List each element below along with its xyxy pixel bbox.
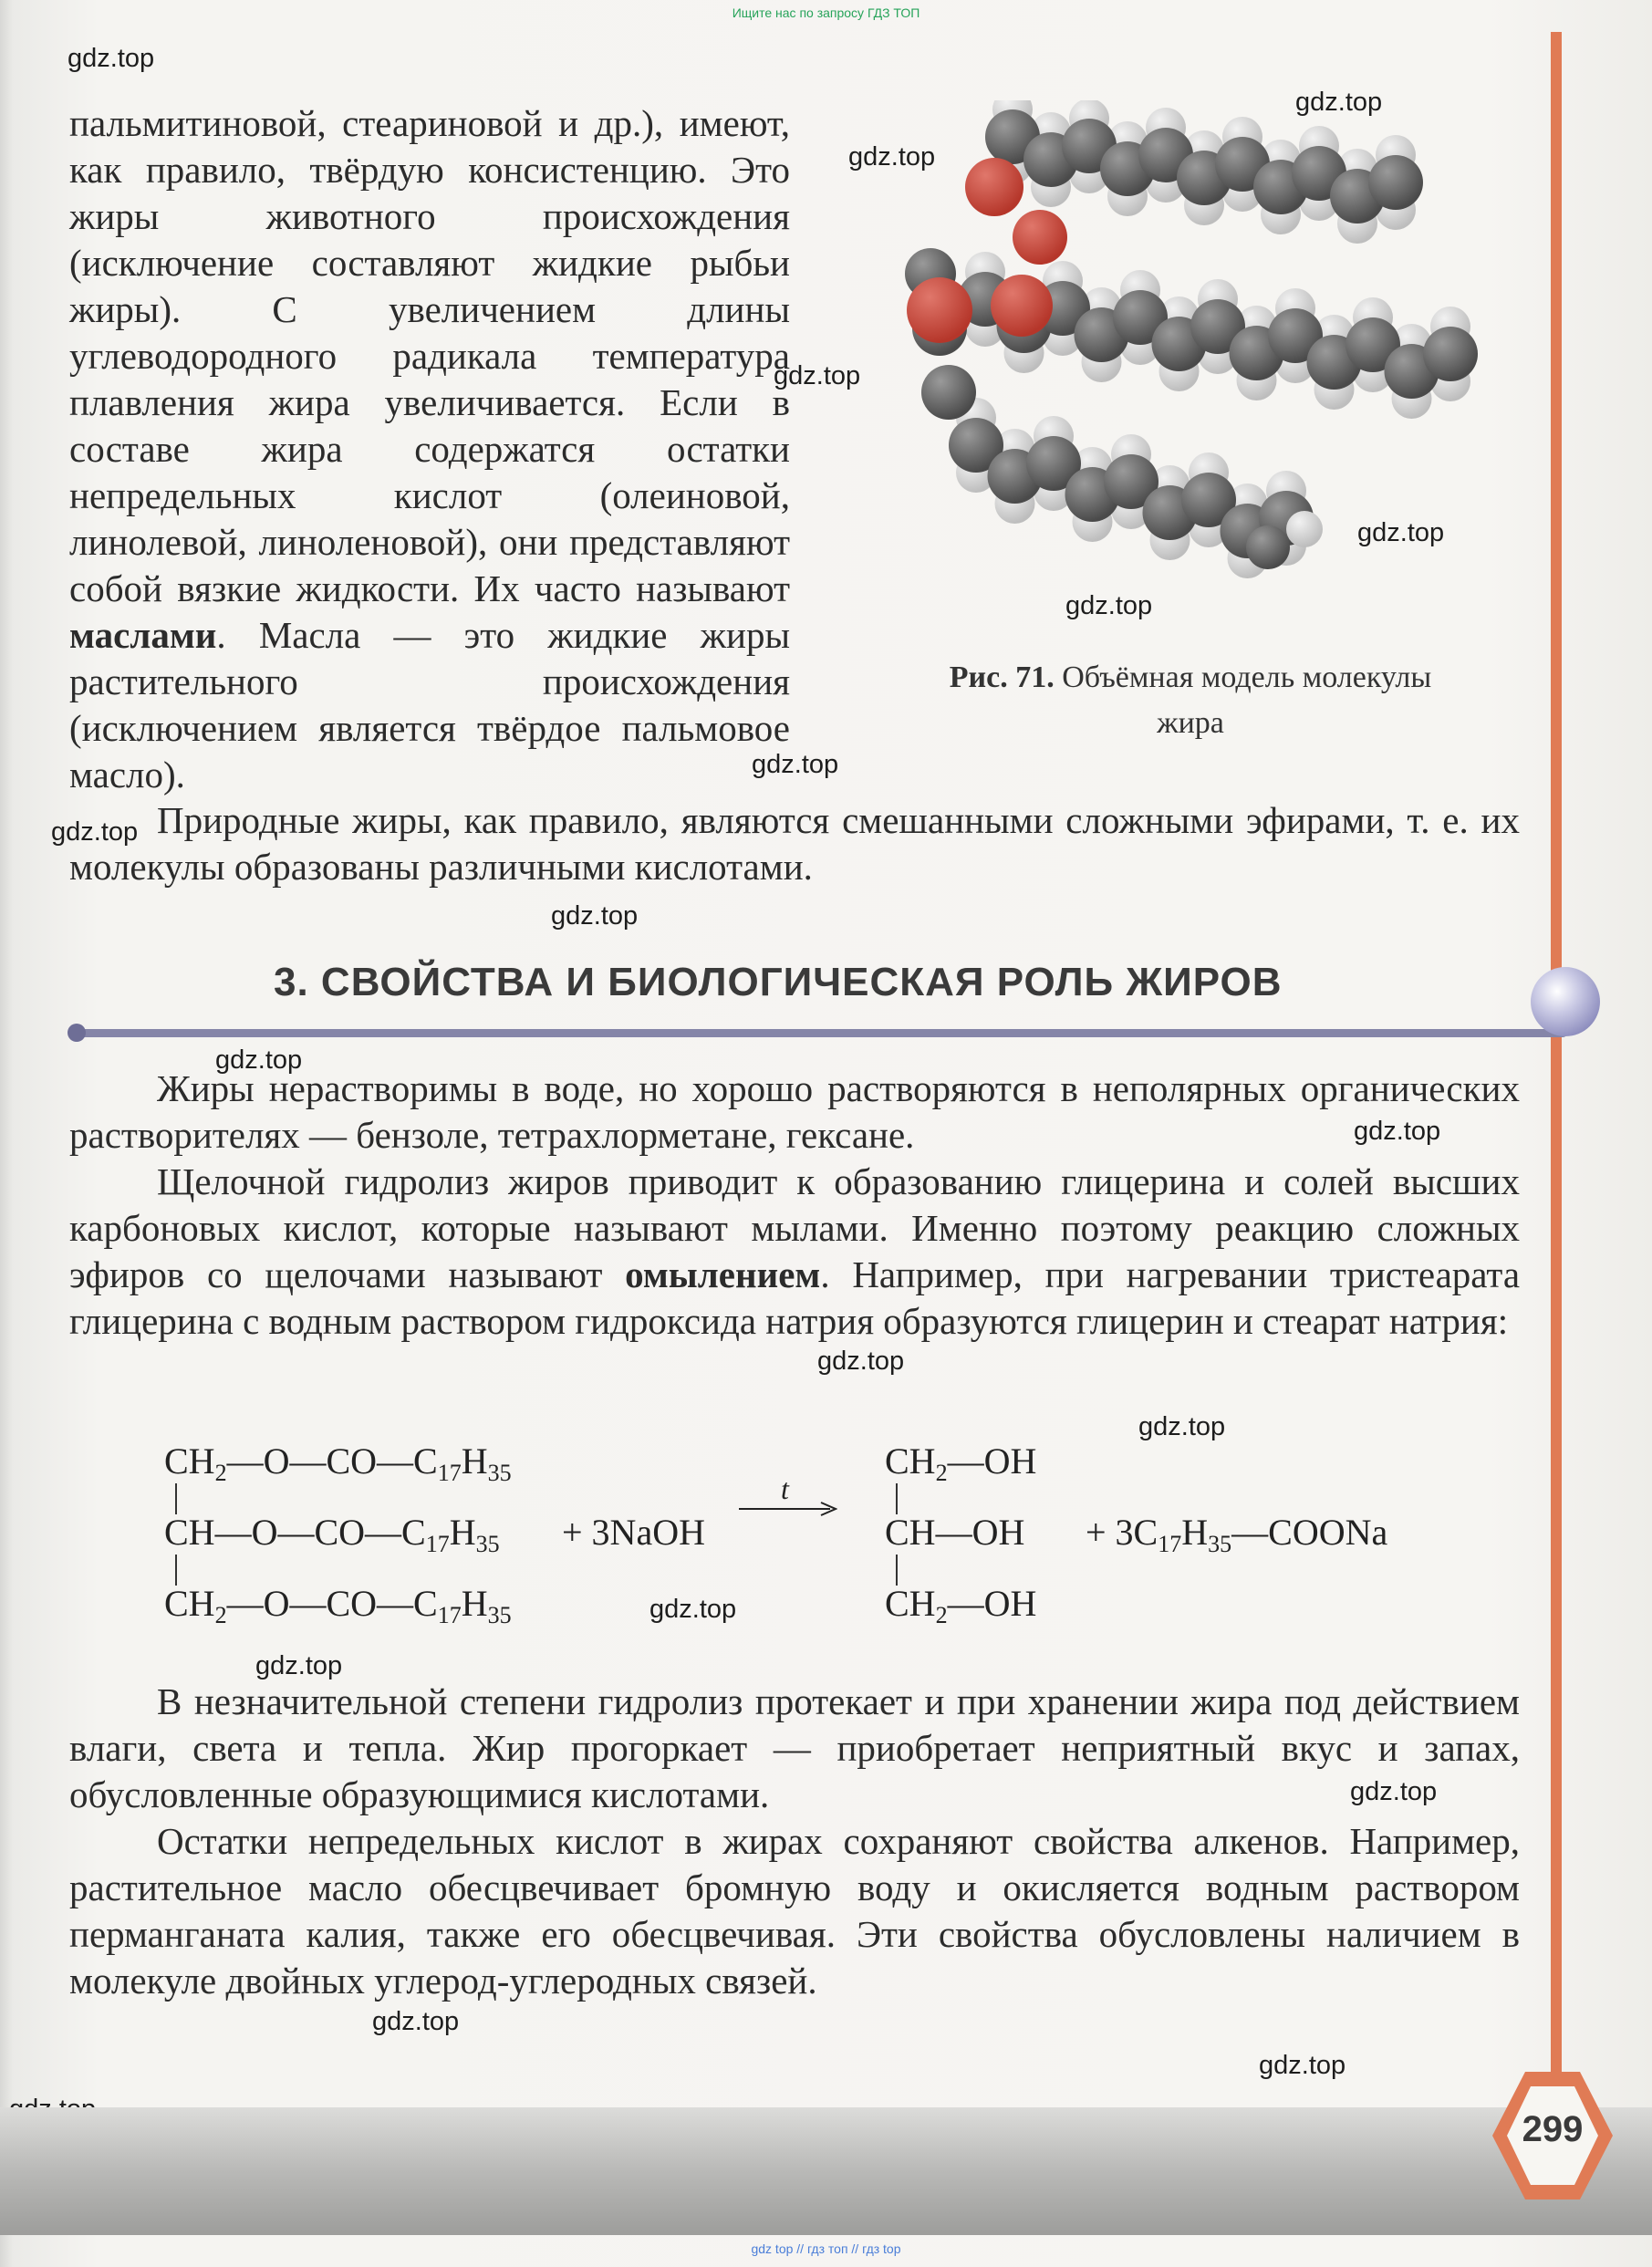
paragraph-solubility: Жиры нерастворимы в воде, но хорошо растворяются в неполярных органических растворителях — бензоле, тетрахлорметане, гексане. [69,1067,1520,1156]
watermark: gdz.top [255,1651,343,1680]
hydrogen-atom [1286,511,1323,547]
bottom-banner: gdz top // гдз топ // гдз top [751,2241,901,2256]
paragraph-hydrolysis [69,1159,1520,1345]
fat-molecule-model-figure [848,100,1523,611]
watermark: gdz.top [1354,1117,1441,1146]
watermark: gdz.top [774,361,861,390]
section-ball-icon [1531,967,1600,1036]
upper-text-end: . Масла — это жидкие жиры растительного происхождения (исключением является твёрдое пальмовое масло). [69,614,790,796]
bold-term-saponification: омылением [625,1253,821,1295]
oxygen-atom [907,277,972,343]
watermark: gdz.top [1295,88,1383,117]
equation-right-row-2: CH—OH [885,1512,1025,1553]
oxygen-atom [965,158,1023,216]
watermark: gdz.top [1065,591,1153,620]
section-body [69,1066,1520,1345]
right-margin-rule [1551,32,1562,2112]
page-number: 299 [1522,2109,1584,2149]
carbon-atom [1246,525,1290,569]
equation-right-row-1: $CH_2—OH$ [885,1440,1037,1486]
lower-body [69,1679,1520,2004]
carbon-atom [1423,327,1478,381]
equation-left-row-1: $CH_2—O—CO—C_{17}H_{35}$ [164,1440,512,1486]
watermark: gdz.top [51,817,139,847]
watermark: gdz.top [848,142,936,172]
oxygen-atom [1013,210,1067,265]
arrow-label: t [781,1472,789,1505]
upper-paragraph [69,100,790,798]
watermark: gdz.top [1357,518,1445,547]
equation-right-row-3: $CH_2—OH$ [885,1583,1037,1628]
figure-caption [949,655,1432,746]
watermark: gdz.top [372,2007,460,2036]
equation-product: + $3C_{17}H_{35}—COONa$ [1086,1512,1388,1557]
bond-line [896,1555,898,1586]
hydrolysis-text-end: . Например, при нагревании тристеарата глицерина с водным раствором гидроксида натрия образуются глицерин и стеарат натрия: [69,1253,1521,1342]
watermark: gdz.top [215,1045,303,1075]
watermark: gdz.top [817,1347,905,1376]
top-banner: Ищите нас по запросу ГДЗ ТОП [732,5,920,20]
equation-left-row-3: $CH_2—O—CO—C_{17}H_{35}$ [164,1583,512,1628]
page-edge-shadow [0,0,13,2267]
upper-text: пальмитиновой, стеариновой и др.), имеют, как правило, твёрдую консистенцию. Это жиры животного происхождения (исключение составляют жидкие рыбьи жиры). С увеличением длины углеводородного радикала температура плавления жира увеличивается. Если в составе жира содержатся остатки непредельных кислот (олеиновой, линолевой, линоленовой), они представляют собой вязкие жидкости. Их часто называют [69,102,790,609]
oxygen-atom [991,275,1053,337]
watermark: gdz.top [1350,1777,1438,1806]
page-bottom-shadow [0,2107,1652,2235]
natural-fats-text: Природные жиры, как правило, являются смешанными сложными эфирами, т. е. их молекулы образованы различными кислотами. [69,799,1520,888]
carbon-atom [1368,155,1423,210]
bond-line [175,1483,177,1514]
watermark: gdz.top [752,750,839,779]
section-title: 3. СВОЙСТВА И БИОЛОГИЧЕСКАЯ РОЛЬ ЖИРОВ [274,960,1283,1004]
bond-line [896,1483,898,1514]
bold-term-oils: маслами [69,614,217,656]
figure-caption-text: Объёмная модель молекулы жира [1062,660,1432,740]
watermark: gdz.top [1138,1412,1226,1441]
equation-left-row-2: $CH—O—CO—C_{17}H_{35}$ [164,1512,500,1557]
bond-line [175,1555,177,1586]
reaction-arrow-icon [739,1500,837,1518]
watermark: gdz.top [1259,2051,1346,2080]
watermark: gdz.top [551,901,639,931]
equation-reagent: + 3NaOH [562,1512,705,1553]
paragraph-rancidity: В незначительной степени гидролиз протекает и при хранении жира под действием влаги, света и тепла. Жир прогоркает — приобретает неприятный вкус и запах, обусловленные образующимися кислотами. [69,1680,1520,1815]
section-divider-dot [68,1024,86,1042]
section-divider-line [71,1029,1567,1037]
hydrolysis-text: Щелочной гидролиз жиров приводит к образованию глицерина и солей высших карбоновых кислот, которые называют мылами. Именно поэтому реакцию сложных эфиров со щелочами называют [69,1160,1520,1295]
watermark: gdz.top [649,1595,737,1624]
natural-fats-paragraph [69,797,1520,890]
figure-label: Рис. 71. [949,660,1055,694]
watermark: gdz.top [68,44,155,73]
paragraph-unsaturated: Остатки непредельных кислот в жирах сохраняют свойства алкенов. Например, растительное масло обесцвечивает бромную воду и окисляется водным раствором перманганата калия, также его обесцвечивая. Эти свойства обусловлены наличием в молекуле двойных углерод-углеродных связей. [69,1820,1520,2002]
carbon-atom [921,365,976,420]
saponification-equation [155,1423,1496,1642]
